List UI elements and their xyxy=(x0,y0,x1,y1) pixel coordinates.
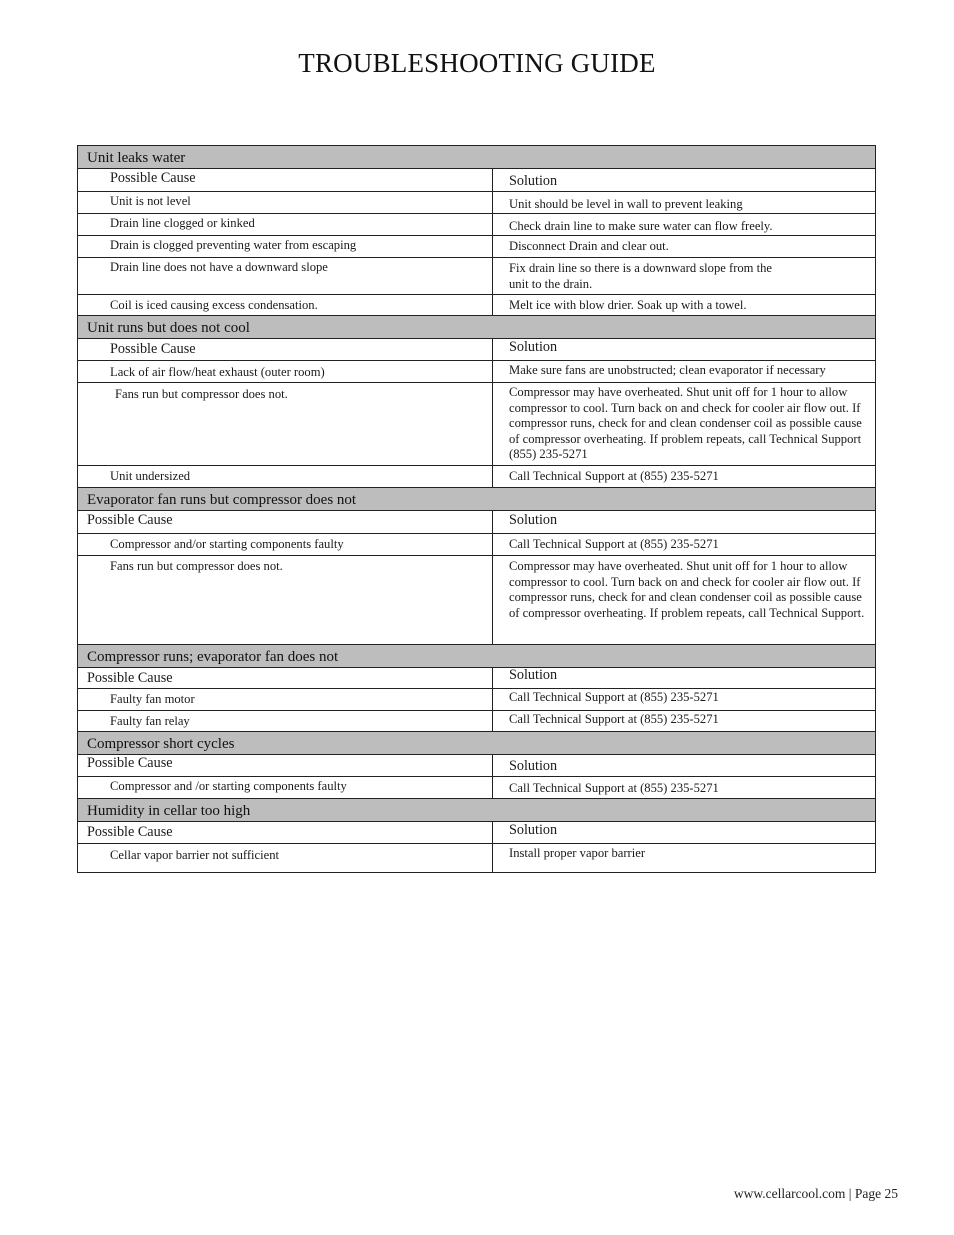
cause-cell: Compressor and/or starting components faulty xyxy=(78,534,493,555)
possible-cause-header: Possible Cause xyxy=(78,511,493,533)
page-footer: www.cellarcool.com | Page 25 xyxy=(733,1186,898,1201)
table-row xyxy=(78,466,875,488)
section-heading: Unit leaks water xyxy=(78,146,875,169)
solution-header: Solution xyxy=(509,758,558,774)
solution-cell: Compressor may have overheated. Shut unit off for 1 hour to allow compressor to cool. Turn back on and check for cooler air flow out. If compressor runs, check for and clean condenser coil as possible cause of compressor overheating. If problem repeats, call Technical Support (855) 235-5271 xyxy=(509,385,862,461)
table-row xyxy=(78,689,875,711)
solution-cell: Call Technical Support at (855) 235-5271 xyxy=(509,690,719,704)
table-row xyxy=(78,383,875,466)
table-row xyxy=(78,534,875,556)
cause-cell: Unit is not level xyxy=(78,192,493,213)
table-row xyxy=(78,258,875,295)
solution-cell: Disconnect Drain and clear out. xyxy=(509,239,669,253)
table-header-row xyxy=(78,169,875,192)
section-heading: Unit runs but does not cool xyxy=(78,316,875,339)
possible-cause-header: Possible Cause xyxy=(78,822,493,843)
table-header-row xyxy=(78,755,875,777)
solution-header: Solution xyxy=(509,667,558,683)
table-header-row xyxy=(78,511,875,534)
cause-cell: Cellar vapor barrier not sufficient xyxy=(78,844,493,872)
cause-cell: Faulty fan motor xyxy=(78,689,493,710)
solution-header: Solution xyxy=(509,512,558,528)
solution-cell: Compressor may have overheated. Shut unit off for 1 hour to allow compressor to cool. Turn back on and check for cooler air flow out. If compressor runs, check for and clean condenser coil as possible cause of compressor overheating. If problem repeats, call Technical Support. xyxy=(509,559,865,620)
section-heading: Compressor short cycles xyxy=(78,732,875,755)
table-header-row xyxy=(78,668,875,689)
cause-cell: Fans run but compressor does not. xyxy=(78,556,493,644)
solution-cell: Call Technical Support at (855) 235-5271 xyxy=(509,537,719,551)
troubleshooting-table xyxy=(77,145,876,873)
cause-cell: Unit undersized xyxy=(78,466,493,487)
table-row xyxy=(78,711,875,732)
table-row xyxy=(78,214,875,236)
solution-cell: Call Technical Support at (855) 235-5271 xyxy=(509,781,719,795)
cause-cell: Drain is clogged preventing water from escaping xyxy=(78,236,493,257)
page-title: TROUBLESHOOTING GUIDE xyxy=(298,48,656,78)
possible-cause-header: Possible Cause xyxy=(78,668,493,688)
solution-header: Solution xyxy=(509,822,558,838)
section-heading: Evaporator fan runs but compressor does not xyxy=(78,488,875,511)
solution-cell: Call Technical Support at (855) 235-5271 xyxy=(509,712,719,726)
solution-cell: Melt ice with blow drier. Soak up with a towel. xyxy=(509,298,747,312)
solution-header: Solution xyxy=(509,173,558,189)
table-header-row xyxy=(78,339,875,361)
solution-header: Solution xyxy=(509,339,558,355)
cause-cell: Fans run but compressor does not. xyxy=(78,383,493,465)
cause-cell: Faulty fan relay xyxy=(78,711,493,731)
solution-cell: Install proper vapor barrier xyxy=(509,846,646,860)
cause-cell: Coil is iced causing excess condensation. xyxy=(78,295,493,315)
table-row xyxy=(78,556,875,645)
solution-cell: Fix drain line so there is a downward slope from the unit to the drain. xyxy=(509,261,773,291)
possible-cause-header: Possible Cause xyxy=(78,169,493,191)
solution-cell: Check drain line to make sure water can flow freely. xyxy=(509,219,773,233)
solution-cell: Call Technical Support at (855) 235-5271 xyxy=(509,469,719,483)
possible-cause-header: Possible Cause xyxy=(78,339,493,360)
possible-cause-header: Possible Cause xyxy=(78,755,493,776)
table-row xyxy=(78,192,875,214)
table-row xyxy=(78,295,875,316)
cause-cell: Drain line does not have a downward slope xyxy=(78,258,493,294)
table-row xyxy=(78,777,875,799)
table-row xyxy=(78,236,875,258)
table-row xyxy=(78,844,875,872)
table-row xyxy=(78,361,875,383)
cause-cell: Drain line clogged or kinked xyxy=(78,214,493,235)
section-heading: Compressor runs; evaporator fan does not xyxy=(78,645,875,668)
table-header-row xyxy=(78,822,875,844)
solution-cell: Make sure fans are unobstructed; clean evaporator if necessary xyxy=(509,363,826,377)
cause-cell: Compressor and /or starting components faulty xyxy=(78,777,493,798)
solution-cell: Unit should be level in wall to prevent leaking xyxy=(509,197,743,211)
cause-cell: Lack of air flow/heat exhaust (outer room) xyxy=(78,361,493,382)
section-heading: Humidity in cellar too high xyxy=(78,799,875,822)
